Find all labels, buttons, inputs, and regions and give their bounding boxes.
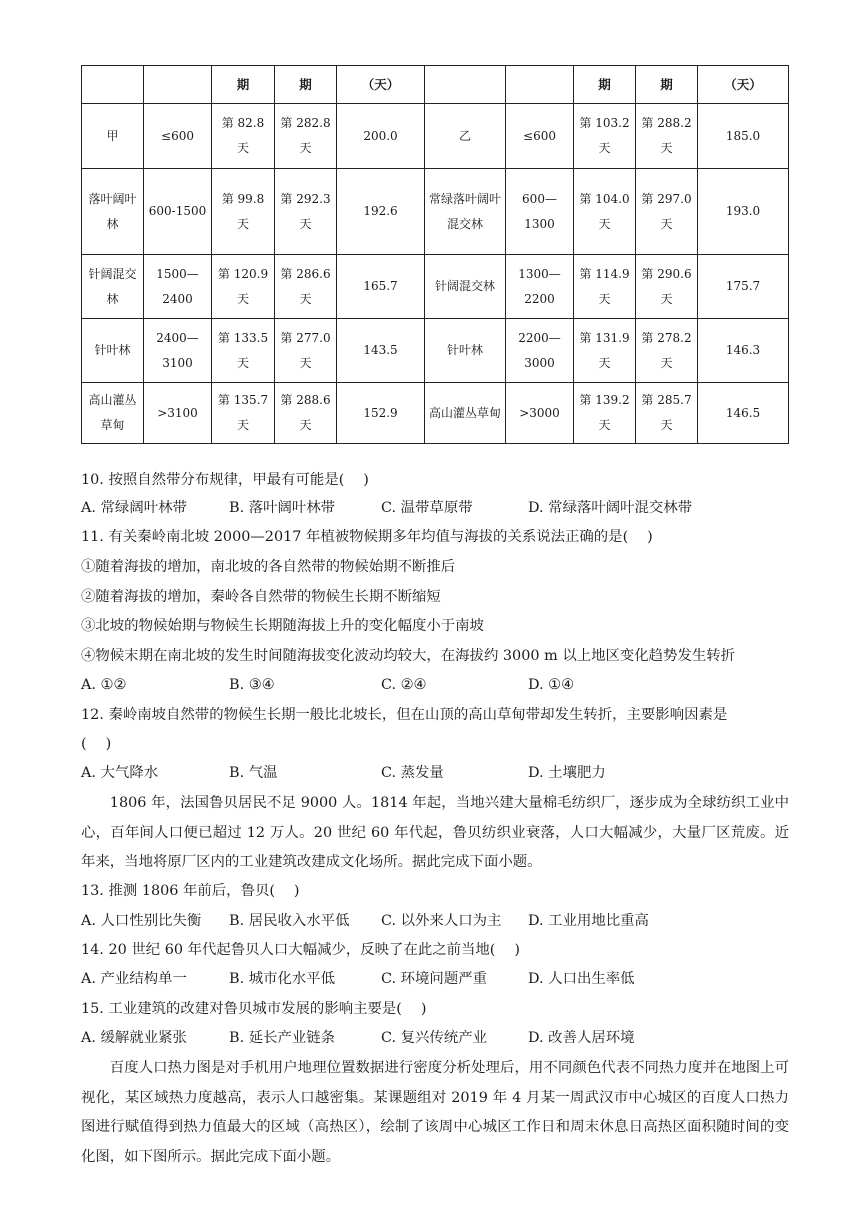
length-south: 185.0 [698, 104, 789, 169]
start-south: 第 104.0 天 [574, 169, 636, 255]
zone-north: 高山灌丛草甸 [82, 383, 144, 444]
question-15-options [81, 1028, 801, 1048]
question-10-options [81, 498, 801, 518]
end-north: 第 282.8 天 [275, 104, 337, 169]
option-b[interactable]: B. 气温 [229, 765, 278, 781]
zone-north: 落叶阔叶林 [82, 169, 144, 255]
start-south: 第 139.2 天 [574, 383, 636, 444]
start-north: 第 120.9 天 [212, 255, 275, 319]
header-cell [82, 66, 144, 104]
option-b[interactable]: B. 城市化水平低 [229, 971, 336, 987]
question-10-stem: 10. 按照自然带分布规律，甲最有可能是( ) [81, 472, 369, 488]
header-cell [506, 66, 574, 104]
question-11-statement-3: ③北坡的物候始期与物候生长期随海拔上升的变化幅度小于南坡 [81, 618, 484, 634]
option-a[interactable]: A. 缓解就业紧张 [81, 1030, 187, 1046]
question-11-statement-2: ②随着海拔的增加，秦岭各自然带的物候生长期不断缩短 [81, 589, 441, 605]
header-cell: 期 [574, 66, 636, 104]
end-south: 第 290.6 天 [636, 255, 698, 319]
question-14-options [81, 969, 801, 989]
option-c[interactable]: C. 复兴传统产业 [381, 1030, 487, 1046]
start-north: 第 135.7 天 [212, 383, 275, 444]
length-north: 152.9 [337, 383, 425, 444]
header-cell: 期 [275, 66, 337, 104]
table-row [82, 169, 789, 255]
option-c[interactable]: C. 环境问题严重 [381, 971, 487, 987]
start-south: 第 114.9 天 [574, 255, 636, 319]
altitude-north: 600-1500 [144, 169, 212, 255]
phenology-table [81, 65, 789, 444]
end-north: 第 286.6 天 [275, 255, 337, 319]
question-12-stem-cont: ( ) [81, 736, 112, 752]
altitude-north: >3100 [144, 383, 212, 444]
question-12-options [81, 763, 801, 783]
passage-heatmap: 百度人口热力图是对手机用户地理位置数据进行密度分析处理后，用不同颜色代表不同热力度并在地图上可视化，某区域热力度越高，表示人口越密集。某课题组对 2019 年 4 月某一周武汉市中心城区的百度人口热力图进行赋值得到热力值最大的区域（高热区），绘制了该周中心城区工作日和周末休息日高热区面积随时间的变化图，如下图所示。据此完成下面小题。 [81, 1060, 789, 1165]
option-a[interactable]: A. ①② [81, 677, 127, 693]
header-cell: （天） [698, 66, 789, 104]
length-south: 146.5 [698, 383, 789, 444]
start-north: 第 99.8 天 [212, 169, 275, 255]
table-row [82, 383, 789, 444]
question-15-stem: 15. 工业建筑的改建对鲁贝城市发展的影响主要是( ) [81, 1001, 427, 1017]
length-north: 165.7 [337, 255, 425, 319]
option-d[interactable]: D. 工业用地比重高 [528, 913, 649, 929]
end-north: 第 292.3 天 [275, 169, 337, 255]
end-south: 第 285.7 天 [636, 383, 698, 444]
altitude-south: >3000 [506, 383, 574, 444]
end-north: 第 288.6 天 [275, 383, 337, 444]
question-14-stem: 14. 20 世纪 60 年代起鲁贝人口大幅减少，反映了在此之前当地( ) [81, 942, 520, 958]
option-d[interactable]: D. ①④ [528, 677, 574, 693]
end-north: 第 277.0 天 [275, 319, 337, 383]
question-12-stem: 12. 秦岭南坡自然带的物候生长期一般比北坡长，但在山顶的高山草甸带却发生转折，主要影响因素是 [81, 707, 728, 723]
option-b[interactable]: B. 落叶阔叶林带 [229, 500, 336, 516]
length-south: 193.0 [698, 169, 789, 255]
option-b[interactable]: B. 延长产业链条 [229, 1030, 336, 1046]
option-b[interactable]: B. ③④ [229, 677, 275, 693]
altitude-north: 2400—3100 [144, 319, 212, 383]
altitude-south: 600—1300 [506, 169, 574, 255]
table-row [82, 319, 789, 383]
question-13-stem: 13. 推测 1806 年前后，鲁贝( ) [81, 883, 300, 899]
option-a[interactable]: A. 常绿阔叶林带 [81, 500, 187, 516]
option-b[interactable]: B. 居民收入水平低 [229, 913, 350, 929]
zone-south: 乙 [425, 104, 506, 169]
table-row [82, 104, 789, 169]
option-a[interactable]: A. 人口性别比失衡 [81, 913, 202, 929]
option-c[interactable]: C. 温带草原带 [381, 500, 473, 516]
header-cell [144, 66, 212, 104]
end-south: 第 297.0 天 [636, 169, 698, 255]
option-d[interactable]: D. 常绿落叶阔叶混交林带 [528, 500, 693, 516]
altitude-south: 1300—2200 [506, 255, 574, 319]
zone-north: 甲 [82, 104, 144, 169]
option-a[interactable]: A. 大气降水 [81, 765, 159, 781]
header-cell: 期 [212, 66, 275, 104]
passage-roubaix: 1806 年，法国鲁贝居民不足 9000 人。1814 年起，当地兴建大量棉毛纺织厂，逐步成为全球纺织工业中心，百年间人口便已超过 12 万人。20 世纪 60 年代起，鲁贝纺织业衰落，人口大幅减少，大量厂区荒废。近年来，当地将原厂区内的工业建筑改建成文化场所。据此完成下面小题。 [81, 795, 789, 870]
header-cell: （天） [337, 66, 425, 104]
start-north: 第 82.8 天 [212, 104, 275, 169]
start-north: 第 133.5 天 [212, 319, 275, 383]
length-north: 143.5 [337, 319, 425, 383]
header-cell [425, 66, 506, 104]
altitude-south: 2200—3000 [506, 319, 574, 383]
zone-south: 常绿落叶阔叶混交林 [425, 169, 506, 255]
start-south: 第 103.2 天 [574, 104, 636, 169]
question-11-stem: 11. 有关秦岭南北坡 2000—2017 年植被物候期多年均值与海拔的关系说法正确的是( ) [81, 529, 653, 545]
start-south: 第 131.9 天 [574, 319, 636, 383]
zone-south: 针叶林 [425, 319, 506, 383]
length-south: 146.3 [698, 319, 789, 383]
option-c[interactable]: C. 以外来人口为主 [381, 913, 502, 929]
option-d[interactable]: D. 土壤肥力 [528, 765, 606, 781]
header-cell: 期 [636, 66, 698, 104]
zone-south: 高山灌丛草甸 [425, 383, 506, 444]
length-south: 175.7 [698, 255, 789, 319]
zone-north: 针阔混交林 [82, 255, 144, 319]
altitude-south: ≤600 [506, 104, 574, 169]
table-row [82, 255, 789, 319]
altitude-north: ≤600 [144, 104, 212, 169]
altitude-north: 1500—2400 [144, 255, 212, 319]
option-a[interactable]: A. 产业结构单一 [81, 971, 187, 987]
length-north: 200.0 [337, 104, 425, 169]
option-d[interactable]: D. 人口出生率低 [528, 971, 635, 987]
option-c[interactable]: C. ②④ [381, 677, 427, 693]
option-d[interactable]: D. 改善人居环境 [528, 1030, 635, 1046]
end-south: 第 278.2 天 [636, 319, 698, 383]
question-13-options [81, 911, 801, 931]
end-south: 第 288.2 天 [636, 104, 698, 169]
length-north: 192.6 [337, 169, 425, 255]
option-c[interactable]: C. 蒸发量 [381, 765, 444, 781]
question-11-options [81, 675, 801, 695]
zone-north: 针叶林 [82, 319, 144, 383]
question-11-statement-1: ①随着海拔的增加，南北坡的各自然带的物候始期不断推后 [81, 559, 456, 575]
table-header-row [82, 66, 789, 104]
zone-south: 针阔混交林 [425, 255, 506, 319]
question-11-statement-4: ④物候末期在南北坡的发生时间随海拔变化波动均较大，在海拔约 3000 m 以上地区变化趋势发生转折 [81, 648, 736, 664]
